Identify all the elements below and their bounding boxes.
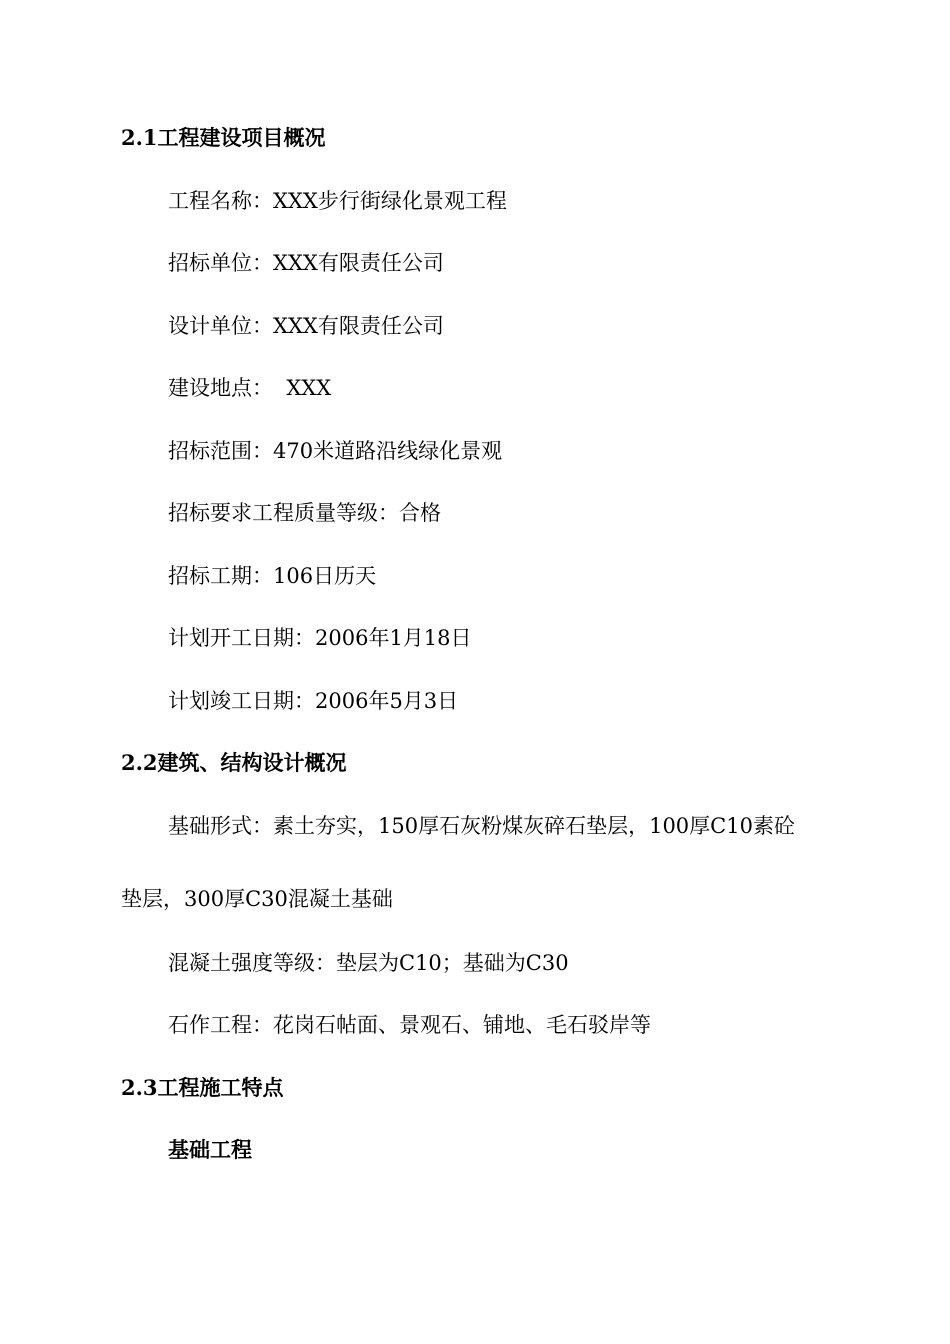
planned-start-date: 计划开工日期：2006年1月18日 [168,626,472,650]
foundation-form-line2: 垫层，300厚C30混凝土基础 [121,887,393,911]
planned-completion-date: 计划竣工日期：2006年5月3日 [168,689,459,713]
section-heading-2-3: 2.3工程施工特点 [121,1075,284,1100]
section-heading-2-1: 2.1工程建设项目概况 [121,125,326,150]
stone-works: 石作工程：花岗石帖面、景观石、铺地、毛石驳岸等 [168,1013,651,1037]
design-unit: 设计单位：XXX有限责任公司 [168,314,444,338]
tender-scope: 招标范围：470米道路沿线绿化景观 [168,439,503,463]
subheading-foundation-works: 基础工程 [168,1137,252,1162]
construction-period: 招标工期：106日历天 [168,564,377,588]
tender-unit: 招标单位：XXX有限责任公司 [168,251,444,275]
quality-grade: 招标要求工程质量等级：合格 [168,501,441,525]
project-name: 工程名称：XXX步行街绿化景观工程 [168,189,507,213]
foundation-form-line1: 基础形式：素土夯实，150厚石灰粉煤灰碎石垫层，100厚C10素砼 [168,814,795,838]
construction-site: 建设地点： XXX [168,376,332,400]
section-heading-2-2: 2.2建筑、结构设计概况 [121,750,347,775]
concrete-strength: 混凝土强度等级：垫层为C10；基础为C30 [168,951,569,975]
